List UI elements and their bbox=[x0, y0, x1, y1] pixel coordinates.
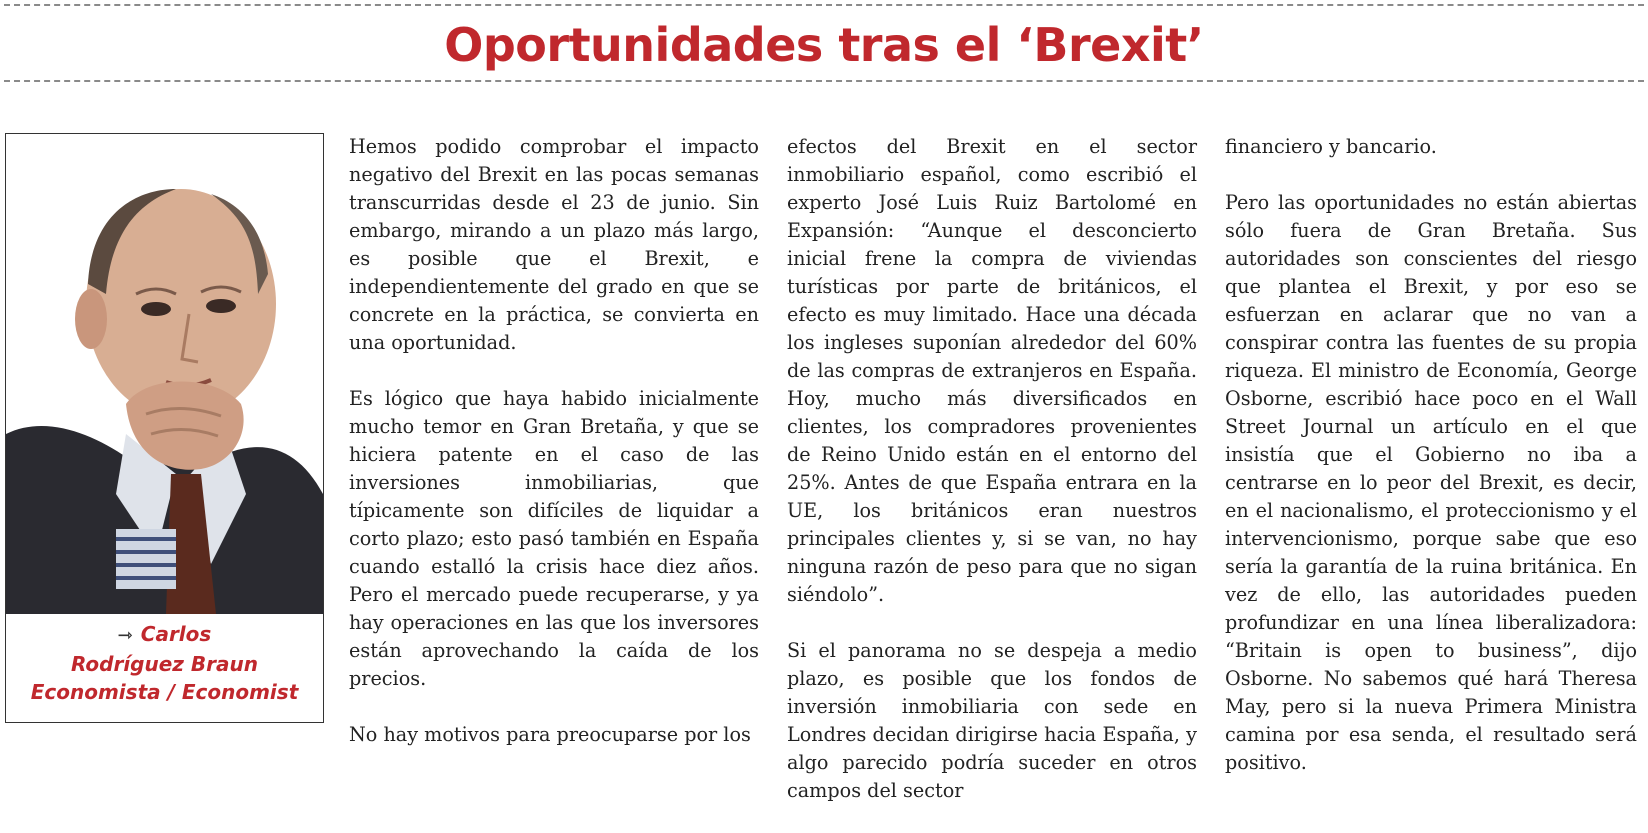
paragraph: Si el panorama no se despeja a medio plazo, es posible que los fondos de inversión inmobiliaria con sede en Londres decidan dirigirse hacia España, y algo parecido podría suceder en otros campos del sector bbox=[787, 639, 1197, 802]
author-photo bbox=[6, 134, 323, 614]
top-dashed-rule bbox=[4, 4, 1644, 6]
author-caption bbox=[6, 614, 323, 722]
arrow-icon: ⇾ bbox=[117, 625, 133, 646]
author-role: Economista / Economist bbox=[30, 680, 299, 704]
paragraph: financiero y bancario. bbox=[1225, 135, 1437, 158]
article-column-3 bbox=[1225, 133, 1637, 805]
paragraph: efectos del Brexit en el sector inmobiliario español, como escribió el experto José Luis Ruiz Bartolomé en Expansión: “Aunque el desconcierto inicial frene la compra de viviendas turísticas por parte de británicos, el efecto es muy limitado. Hace una década los ingleses suponían alrededor del 60% de las compras de extranjeros en España. Hoy, mucho más diversificados en clientes, los compradores provenientes de Reino Unido están en el entorno del 25%. Antes de que España entrara en la UE, los británicos eran nuestros principales clientes y, si se van, no hay ninguna razón de peso para que no sigan siéndolo”. bbox=[787, 135, 1197, 606]
paragraph: Hemos podido comprobar el impacto negativo del Brexit en las pocas semanas transcurridas desde el 23 de junio. Sin embargo, mirando a un plazo más largo, es posible que el Brexit, e independientemente del grado en que se concrete en la práctica, se convierta en una oportunidad. bbox=[349, 135, 759, 354]
author-first-name: Carlos bbox=[140, 622, 212, 646]
author-last-name: Rodríguez Braun bbox=[71, 652, 258, 676]
paragraph: No hay motivos para preocuparse por los bbox=[349, 723, 751, 746]
article-title: Oportunidades tras el ‘Brexit’ bbox=[444, 18, 1204, 72]
author-card bbox=[5, 133, 324, 723]
article-column-2 bbox=[787, 133, 1197, 833]
article-column-1 bbox=[349, 133, 759, 777]
paragraph: Pero las oportunidades no están abiertas sólo fuera de Gran Bretaña. Sus autoridades son conscientes del riesgo que plantea el Brexit, y por eso se esfuerzan en aclarar que no van a conspirar contra las fuentes de su propia riqueza. El ministro de Economía, George Osborne, escribió hace poco en el Wall Street Journal un artículo en el que insistía que el Gobierno no iba a centrarse en lo peor del Brexit, es decir, en el nacionalismo, el proteccionismo y el intervencionismo, porque sabe que eso sería la garantía de la ruina británica. En vez de ello, las autoridades pueden profundizar en una línea liberalizadora: “Britain is open to business”, dijo Osborne. No sabemos qué hará Theresa May, pero si la nueva Primera Ministra camina por esa senda, el resultado será positivo. bbox=[1225, 191, 1637, 774]
title-dashed-rule bbox=[4, 80, 1644, 82]
paragraph: Es lógico que haya habido inicialmente mucho temor en Gran Bretaña, y que se hiciera patente en el caso de las inversiones inmobiliarias, que típicamente son difíciles de liquidar a corto plazo; esto pasó también en España cuando estalló la crisis hace diez años. Pero el mercado puede recuperarse, y ya hay operaciones en las que los inversores están aprovechando la caída de los precios. bbox=[349, 387, 759, 690]
